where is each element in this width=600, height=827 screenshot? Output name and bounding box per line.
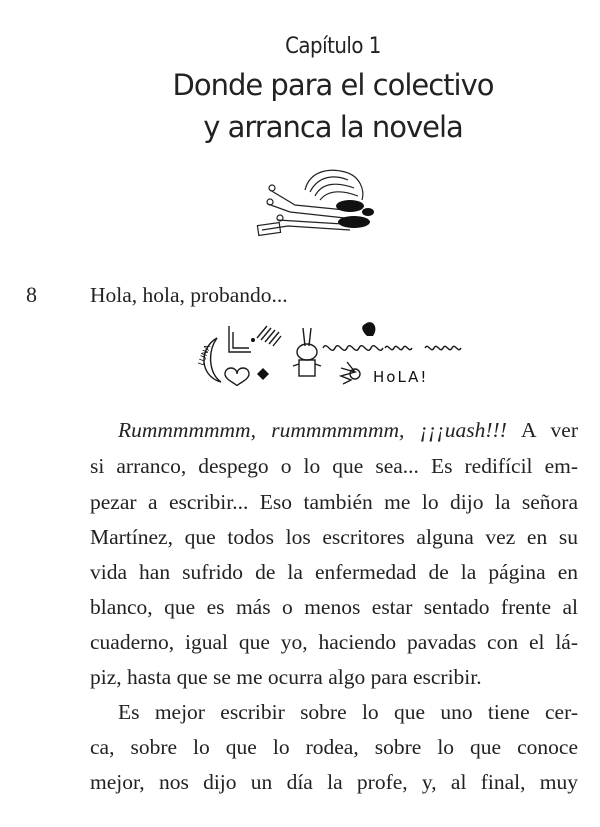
intro-line: Hola, hola, probando... (90, 283, 288, 307)
paragraph-1-line-6: blanco, que es más o menos estar sentado frente al (90, 595, 578, 619)
paragraph-1-line-8: piz, hasta que se me ocurra algo para escribir. (90, 665, 482, 689)
onomatopoeia: Rummmmmmm, rummmmmmm, ¡¡¡uash!!! (118, 418, 507, 442)
butterfly-doodle-illustration (250, 160, 390, 240)
paragraph-1-line-3: pezar a escribir... Eso también me lo dijo la señora (90, 490, 578, 514)
hola-doodle-text: HoLA! (373, 368, 429, 386)
doodles-illustration (195, 318, 470, 386)
paragraph-1-line-7: cuaderno, igual que yo, haciendo pavadas con el lá- (90, 630, 578, 654)
chapter-title-line-2: y arranca la novela (203, 110, 463, 144)
luna-doodle-text: LUNA (196, 343, 213, 367)
paragraph-1-line-1-rest: A ver (506, 418, 578, 442)
page-number: 8 (26, 282, 37, 307)
paragraph-1-line-1 (90, 415, 578, 445)
paragraph-2-line-2: ca, sobre lo que lo rodea, sobre lo que conoce (90, 735, 578, 759)
paragraph-1-line-5: vida han sufrido de la enfermedad de la página en (90, 560, 578, 584)
chapter-title-line-1: Donde para el colectivo (172, 68, 494, 102)
paragraph-1-line-2: si arranco, despego o lo que sea... Es redifícil em- (90, 454, 578, 478)
chapter-label: Capítulo 1 (285, 34, 381, 59)
paragraph-1-line-4: Martínez, que todos los escritores alguna vez en su (90, 525, 578, 549)
paragraph-2-line-1: Es mejor escribir sobre lo que uno tiene cer- (118, 700, 578, 724)
paragraph-2-line-3: mejor, nos dijo un día la profe, y, al final, muy (90, 770, 578, 794)
